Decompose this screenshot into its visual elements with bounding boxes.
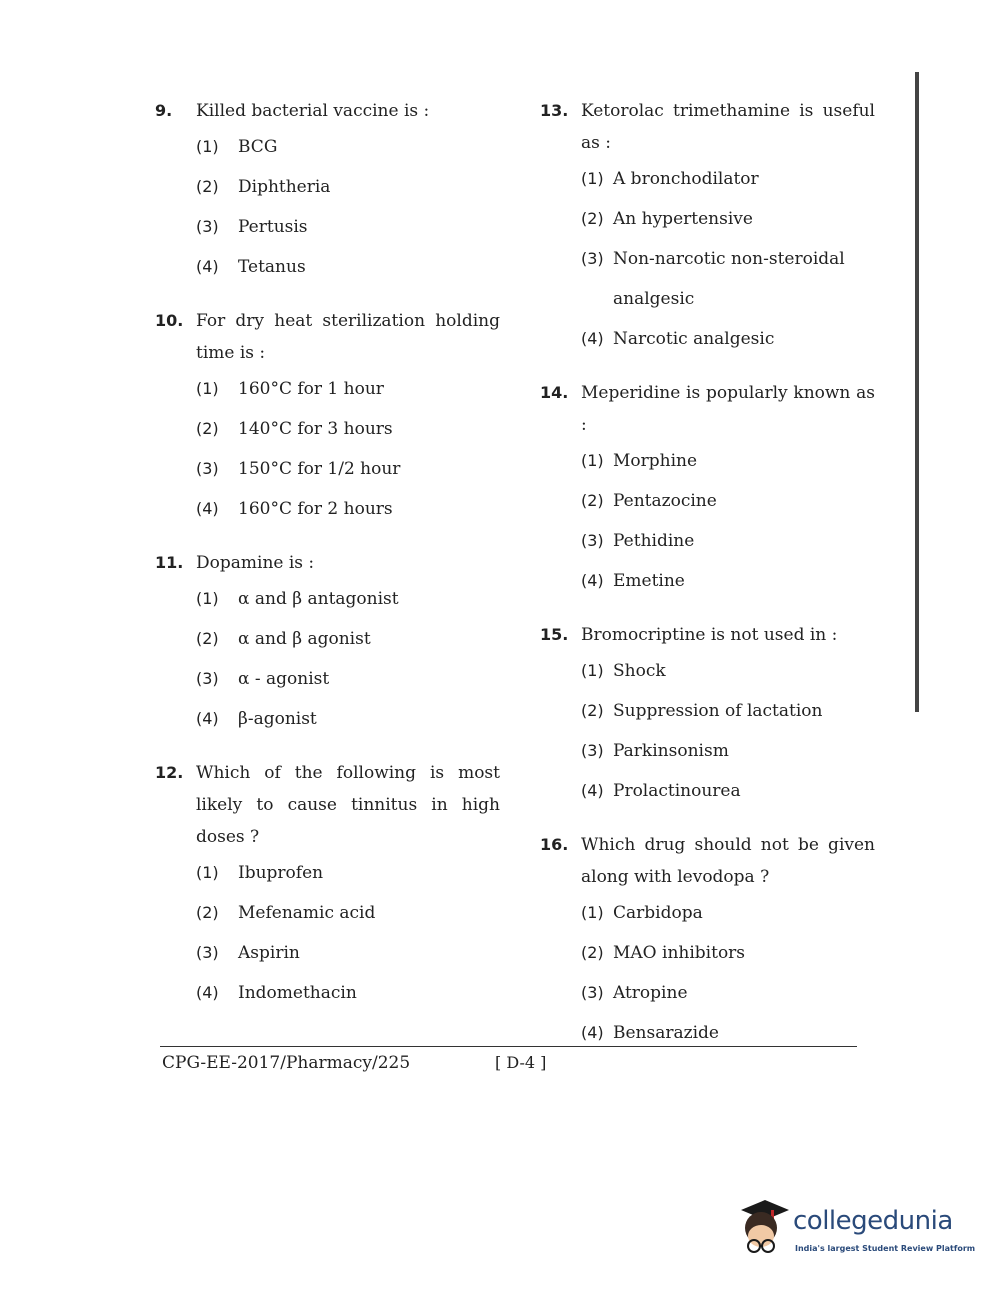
option-number: (3) [581,531,604,550]
question-stem [540,619,875,651]
answer-option [581,159,875,199]
option-text: Morphine [613,451,698,471]
option-text: Tetanus [238,257,306,277]
answer-option [196,853,500,893]
footer-page-number: [ D-4 ] [495,1053,547,1072]
answer-option [196,973,500,1013]
answer-option [581,319,875,359]
question-stem [540,95,875,159]
question-number: 9. [155,101,173,120]
answer-option [581,481,875,521]
question-stem [155,547,500,579]
question-stem [540,377,875,441]
option-text: Pentazocine [613,491,717,511]
question-number: 14. [540,383,569,402]
collegedunia-logo [735,1196,976,1266]
logo-wordmark: collegedunia [793,1206,953,1236]
option-text: MAO inhibitors [613,943,746,963]
question-stem [155,757,500,853]
option-number: (2) [581,701,604,720]
option-text: Aspirin [238,943,300,963]
footer-rule [160,1046,857,1047]
option-text: α and β agonist [238,629,371,649]
option-number: (4) [196,499,219,518]
option-number: (2) [581,943,604,962]
logo-tagline: India's largest Student Review Platform [795,1244,976,1253]
answer-option [581,521,875,561]
question [155,95,500,287]
question [540,619,875,811]
question [540,95,875,359]
question-text: Ketorolac trimethamine is useful as : [581,101,875,153]
answer-option [581,441,875,481]
option-text: Emetine [613,571,685,591]
option-number: (3) [581,983,604,1002]
answer-option [196,619,500,659]
question [540,377,875,601]
option-number: (4) [581,329,604,348]
question [155,757,500,1013]
question-text: Dopamine is : [196,553,315,573]
option-text: α - agonist [238,669,330,689]
option-text: Indomethacin [238,983,357,1003]
answer-option [196,247,500,287]
question [155,547,500,739]
option-number: (4) [581,1023,604,1042]
answer-option [196,449,500,489]
answer-option [196,207,500,247]
question-text: Meperidine is popularly known as : [581,383,875,435]
option-text: 150°C for 1/2 hour [238,459,401,479]
question-stem [155,305,500,369]
option-text: 160°C for 1 hour [238,379,384,399]
option-text: α and β antagonist [238,589,399,609]
option-text: BCG [238,137,278,157]
footer-exam-code: CPG-EE-2017/Pharmacy/225 [162,1053,411,1073]
answer-option [581,771,875,811]
option-text: Ibuprofen [238,863,324,883]
answer-option [581,199,875,239]
answer-option [196,409,500,449]
option-number: (1) [581,661,604,680]
left-column [155,95,500,1031]
answer-option [196,369,500,409]
answer-option [581,691,875,731]
question-number: 12. [155,763,184,782]
question-number: 13. [540,101,569,120]
option-text: Narcotic analgesic [613,329,775,349]
question-text: Killed bacterial vaccine is : [196,101,430,121]
option-number: (3) [196,217,219,236]
option-number: (1) [196,137,219,156]
answer-option [581,731,875,771]
option-number: (2) [196,629,219,648]
question-number: 11. [155,553,184,572]
option-number: (3) [581,741,604,760]
answer-option [196,489,500,529]
option-text: 140°C for 3 hours [238,419,393,439]
option-text: Pertusis [238,217,308,237]
option-text: Atropine [613,983,688,1003]
answer-option [196,933,500,973]
question-number: 10. [155,311,184,330]
question [540,829,875,1053]
option-number: (1) [196,379,219,398]
option-text: An hypertensive [613,209,753,229]
answer-option [581,239,875,319]
option-text: Mefenamic acid [238,903,376,923]
answer-option [581,973,875,1013]
option-number: (2) [196,177,219,196]
option-number: (2) [196,419,219,438]
option-number: (2) [581,491,604,510]
option-text: Bensarazide [613,1023,719,1043]
mascot-icon [735,1196,791,1266]
option-number: (3) [196,459,219,478]
answer-option [196,579,500,619]
question-text: For dry heat sterilization holding time is : [196,311,500,363]
page-edge-mark [915,72,919,712]
option-number: (4) [581,781,604,800]
answer-option [581,561,875,601]
option-number: (1) [581,169,604,188]
question-text: Bromocriptine is not used in : [581,625,838,645]
question-text: Which drug should not be given along with levodopa ? [581,835,875,887]
answer-option [581,1013,875,1053]
option-text: Pethidine [613,531,695,551]
option-text: A bronchodilator [613,169,759,189]
answer-option [196,127,500,167]
option-text: Prolactinourea [613,781,741,801]
option-number: (4) [581,571,604,590]
answer-option [196,893,500,933]
question-stem [540,829,875,893]
option-text: Shock [613,661,666,681]
option-text: Diphtheria [238,177,331,197]
option-number: (4) [196,709,219,728]
option-number: (1) [581,451,604,470]
option-number: (1) [581,903,604,922]
answer-option [196,659,500,699]
option-text: Parkinsonism [613,741,729,761]
question [155,305,500,529]
option-number: (1) [196,589,219,608]
option-number: (4) [196,983,219,1002]
answer-option [581,651,875,691]
answer-option [581,933,875,973]
question-number: 16. [540,835,569,854]
answer-option [581,893,875,933]
option-number: (2) [196,903,219,922]
option-text: Suppression of lactation [613,701,823,721]
question-stem [155,95,500,127]
option-number: (1) [196,863,219,882]
option-text: Carbidopa [613,903,703,923]
answer-option [196,699,500,739]
answer-option [196,167,500,207]
question-text: Which of the following is most likely to cause tinnitus in high doses ? [196,763,500,847]
right-column [540,95,875,1071]
option-text: Non-narcotic non-steroidal analgesic [613,249,845,309]
option-number: (2) [581,209,604,228]
option-number: (3) [196,943,219,962]
option-text: β-agonist [238,709,317,729]
option-text: 160°C for 2 hours [238,499,393,519]
option-number: (3) [196,669,219,688]
option-number: (3) [581,249,604,268]
question-number: 15. [540,625,569,644]
option-number: (4) [196,257,219,276]
